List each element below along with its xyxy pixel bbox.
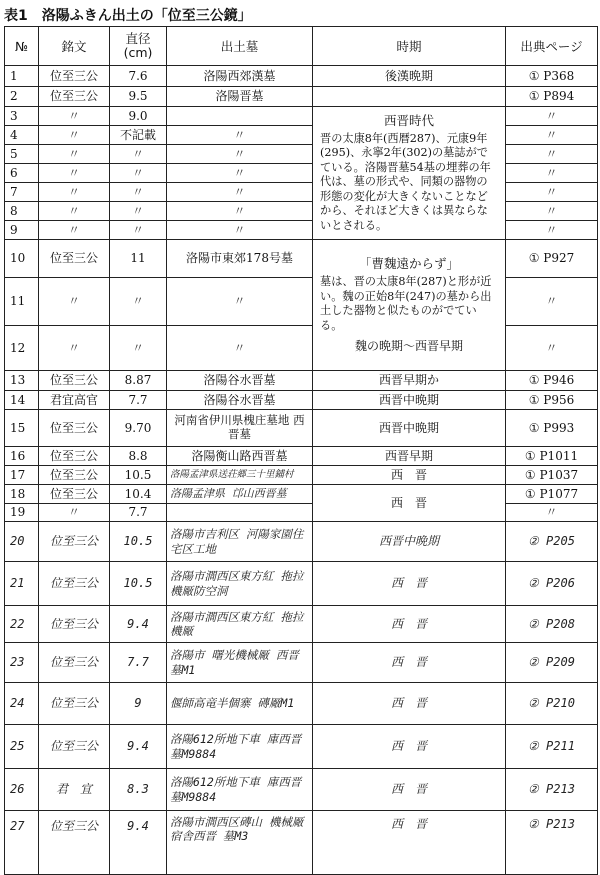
cell-diameter: 9.70 xyxy=(110,410,167,447)
cell-source: 〃 xyxy=(506,183,598,202)
cell-inscription: 〃 xyxy=(39,202,110,221)
cell-inscription: 位至三公 xyxy=(39,562,110,606)
cell-source: 〃 xyxy=(506,278,598,326)
cell-diameter: 9.5 xyxy=(110,87,167,107)
cell-period: 西 晋 xyxy=(313,811,506,875)
cell-no: 27 xyxy=(5,811,39,875)
cell-no: 6 xyxy=(5,164,39,183)
cell-diameter: 11 xyxy=(110,240,167,278)
cell-diameter: 7.7 xyxy=(110,643,167,683)
table-row xyxy=(5,683,598,725)
cell-inscription: 〃 xyxy=(39,145,110,164)
table-row xyxy=(5,504,598,522)
cell-no: 20 xyxy=(5,522,39,562)
cell-no: 12 xyxy=(5,326,39,371)
table-row xyxy=(5,371,598,391)
cell-site: 〃 xyxy=(167,145,313,164)
cell-diameter: 〃 xyxy=(110,326,167,371)
cell-source: 〃 xyxy=(506,164,598,183)
cell-period: 西 晋 xyxy=(313,683,506,725)
cell-no: 7 xyxy=(5,183,39,202)
cell-source: ① P894 xyxy=(506,87,598,107)
cell-site: 〃 xyxy=(167,164,313,183)
cell-diameter: 7.6 xyxy=(110,66,167,87)
cell-source: 〃 xyxy=(506,221,598,240)
table-row xyxy=(5,769,598,811)
cell-period: 西 晋 xyxy=(313,606,506,643)
table-row xyxy=(5,606,598,643)
cell-source: ① P1011 xyxy=(506,447,598,466)
header-site: 出土墓 xyxy=(167,27,313,66)
cell-period-blank xyxy=(313,87,506,107)
mirror-table xyxy=(4,26,598,875)
cell-site: 〃 xyxy=(167,126,313,145)
cell-site: 〃 xyxy=(167,202,313,221)
cell-site: 〃 xyxy=(167,278,313,326)
cell-site: 洛陽西郊漢墓 xyxy=(167,66,313,87)
header-diameter: 直径 (cm) xyxy=(110,27,167,66)
cell-period: 西晋中晩期 xyxy=(313,410,506,447)
cell-source: ① P956 xyxy=(506,391,598,410)
cell-no: 24 xyxy=(5,683,39,725)
table-row xyxy=(5,87,598,107)
cell-inscription: 位至三公 xyxy=(39,240,110,278)
cell-site: 洛陽晋墓 xyxy=(167,87,313,107)
cell-inscription: 〃 xyxy=(39,164,110,183)
table-number: 表1 xyxy=(4,8,28,24)
cell-diameter: 10.5 xyxy=(110,522,167,562)
cell-source: ② P209 xyxy=(506,643,598,683)
table-row xyxy=(5,485,598,504)
table-row xyxy=(5,410,598,447)
cell-inscription: 位至三公 xyxy=(39,410,110,447)
cell-diameter: 9.4 xyxy=(110,725,167,769)
cell-no: 14 xyxy=(5,391,39,410)
table-row xyxy=(5,278,598,326)
table-caption: 洛陽ふきん出土の「位至三公鏡」 xyxy=(41,8,252,24)
period-note-cao-wei xyxy=(313,240,506,371)
table-row xyxy=(5,164,598,183)
cell-no: 16 xyxy=(5,447,39,466)
cell-site: 河南省伊川県槐庄墓地 西晋墓 xyxy=(167,410,313,447)
cell-no: 13 xyxy=(5,371,39,391)
cell-diameter: 〃 xyxy=(110,278,167,326)
cell-no: 26 xyxy=(5,769,39,811)
cell-no: 25 xyxy=(5,725,39,769)
cell-no: 8 xyxy=(5,202,39,221)
cell-site: 洛陽孟津県送荘郷三十里鋪村 xyxy=(167,466,313,485)
cell-diameter: 10.5 xyxy=(110,562,167,606)
cell-diameter: 8.87 xyxy=(110,371,167,391)
cell-site: 洛陽市澗西区東方紅 拖拉機厰防空洞 xyxy=(167,562,313,606)
header-period: 時期 xyxy=(313,27,506,66)
cell-site: 洛陽市 曙光機械厰 西晋墓M1 xyxy=(167,643,313,683)
cell-inscription: 位至三公 xyxy=(39,683,110,725)
cell-no: 4 xyxy=(5,126,39,145)
cell-no: 10 xyxy=(5,240,39,278)
cell-inscription: 〃 xyxy=(39,183,110,202)
cell-site xyxy=(167,504,313,522)
cell-site: 洛陽谷水晋墓 xyxy=(167,371,313,391)
table-row xyxy=(5,202,598,221)
cell-source: ② P205 xyxy=(506,522,598,562)
cell-inscription: 位至三公 xyxy=(39,811,110,875)
table-row xyxy=(5,107,598,126)
table-row xyxy=(5,643,598,683)
cell-no: 1 xyxy=(5,66,39,87)
table-row xyxy=(5,466,598,485)
table-row xyxy=(5,126,598,145)
cell-no: 23 xyxy=(5,643,39,683)
period-note-body: 墓は、晋の太康8年(287)と形が近い。魏の正始8年(247)の墓から出土した器物と似たものがでている。 xyxy=(320,275,492,332)
cell-site: 洛陽谷水晋墓 xyxy=(167,391,313,410)
cell-source: ① P927 xyxy=(506,240,598,278)
cell-inscription: 位至三公 xyxy=(39,643,110,683)
cell-no: 22 xyxy=(5,606,39,643)
cell-period: 西 晋 xyxy=(313,769,506,811)
cell-diameter: 10.5 xyxy=(110,466,167,485)
cell-diameter: 〃 xyxy=(110,164,167,183)
table-row xyxy=(5,391,598,410)
cell-period: 西晋中晩期 xyxy=(313,391,506,410)
cell-site: 〃 xyxy=(167,183,313,202)
cell-site: 洛陽612所地下車 庫西晋墓M9884 xyxy=(167,725,313,769)
header-inscription: 銘文 xyxy=(39,27,110,66)
period-note-footer: 魏の晩期～西晋早期 xyxy=(354,339,463,354)
cell-source: ② P211 xyxy=(506,725,598,769)
cell-site: 〃 xyxy=(167,221,313,240)
cell-no: 11 xyxy=(5,278,39,326)
cell-source: 〃 xyxy=(506,326,598,371)
cell-period: 西晋早期か xyxy=(313,371,506,391)
cell-period: 西晋早期 xyxy=(313,447,506,466)
cell-no: 3 xyxy=(5,107,39,126)
cell-no: 17 xyxy=(5,466,39,485)
cell-inscription: 位至三公 xyxy=(39,87,110,107)
cell-diameter: 9.0 xyxy=(110,107,167,126)
period-note-western-jin xyxy=(313,107,506,240)
cell-inscription: 〃 xyxy=(39,107,110,126)
cell-inscription: 位至三公 xyxy=(39,725,110,769)
cell-diameter: 〃 xyxy=(110,202,167,221)
cell-no: 9 xyxy=(5,221,39,240)
table-row xyxy=(5,145,598,164)
table-row xyxy=(5,562,598,606)
period-note-heading: 「曹魏遠からず」 xyxy=(358,256,459,272)
cell-source: ② P206 xyxy=(506,562,598,606)
table-row xyxy=(5,522,598,562)
cell-no: 2 xyxy=(5,87,39,107)
cell-inscription: 位至三公 xyxy=(39,606,110,643)
table-row xyxy=(5,326,598,371)
cell-source: ① P1037 xyxy=(506,466,598,485)
cell-site: 洛陽衡山路西晋墓 xyxy=(167,447,313,466)
cell-site: 洛陽市澗西区磚山 機械厰宿舎西晋 墓M3 xyxy=(167,811,313,875)
cell-site: 洛陽市吉利区 河陽家園住宅区工地 xyxy=(167,522,313,562)
cell-period: 後漢晩期 xyxy=(313,66,506,87)
cell-period: 西 晋 xyxy=(313,562,506,606)
table-row xyxy=(5,66,598,87)
cell-site: 洛陽市東郊178号墓 xyxy=(167,240,313,278)
cell-no: 18 xyxy=(5,485,39,504)
table-row xyxy=(5,221,598,240)
cell-source: ② P213 xyxy=(506,769,598,811)
cell-inscription: 君宜高官 xyxy=(39,391,110,410)
cell-site: 洛陽市澗西区東方紅 拖拉機厰 xyxy=(167,606,313,643)
cell-site: 洛陽孟津県 邙山西晋墓 xyxy=(167,485,313,504)
header-source: 出典ページ xyxy=(506,27,598,66)
cell-period: 西 晋 xyxy=(313,485,506,522)
table-row xyxy=(5,811,598,875)
cell-no: 19 xyxy=(5,504,39,522)
cell-inscription: 位至三公 xyxy=(39,371,110,391)
cell-no: 21 xyxy=(5,562,39,606)
cell-period: 西 晋 xyxy=(313,466,506,485)
cell-inscription: 〃 xyxy=(39,278,110,326)
cell-no: 5 xyxy=(5,145,39,164)
cell-site: 〃 xyxy=(167,326,313,371)
cell-site: 偃師高竜半個寨 磚厰M1 xyxy=(167,683,313,725)
cell-inscription: 位至三公 xyxy=(39,522,110,562)
header-row xyxy=(5,27,598,66)
cell-source: ② P213 xyxy=(506,811,598,875)
cell-no: 15 xyxy=(5,410,39,447)
cell-inscription: 位至三公 xyxy=(39,485,110,504)
cell-source: 〃 xyxy=(506,107,598,126)
cell-inscription: 〃 xyxy=(39,504,110,522)
cell-diameter: 8.8 xyxy=(110,447,167,466)
cell-inscription: 〃 xyxy=(39,126,110,145)
header-no: № xyxy=(5,27,39,66)
cell-diameter: 〃 xyxy=(110,145,167,164)
cell-site xyxy=(167,107,313,126)
cell-inscription: 位至三公 xyxy=(39,66,110,87)
cell-source: ① P368 xyxy=(506,66,598,87)
cell-inscription: 〃 xyxy=(39,221,110,240)
cell-diameter: 9.4 xyxy=(110,811,167,875)
cell-period: 西 晋 xyxy=(313,643,506,683)
cell-inscription: 位至三公 xyxy=(39,447,110,466)
cell-diameter: 10.4 xyxy=(110,485,167,504)
cell-diameter: 9.4 xyxy=(110,606,167,643)
cell-source: 〃 xyxy=(506,202,598,221)
cell-source: ① P1077 xyxy=(506,485,598,504)
table-row xyxy=(5,240,598,278)
cell-site: 洛陽612所地下車 庫西晋墓M9884 xyxy=(167,769,313,811)
cell-inscription: 君 宜 xyxy=(39,769,110,811)
cell-source: 〃 xyxy=(506,504,598,522)
cell-source: 〃 xyxy=(506,145,598,164)
cell-period: 西晋中晩期 xyxy=(313,522,506,562)
cell-source: ① P946 xyxy=(506,371,598,391)
table-row xyxy=(5,183,598,202)
cell-period: 西 晋 xyxy=(313,725,506,769)
cell-inscription: 位至三公 xyxy=(39,466,110,485)
cell-diameter: 7.7 xyxy=(110,504,167,522)
period-note-heading: 西晋時代 xyxy=(383,112,434,128)
table-row xyxy=(5,725,598,769)
cell-diameter: 不記載 xyxy=(110,126,167,145)
cell-diameter: 9 xyxy=(110,683,167,725)
cell-source: 〃 xyxy=(506,126,598,145)
cell-diameter: 7.7 xyxy=(110,391,167,410)
cell-diameter: 8.3 xyxy=(110,769,167,811)
cell-source: ② P208 xyxy=(506,606,598,643)
cell-diameter: 〃 xyxy=(110,221,167,240)
cell-inscription: 〃 xyxy=(39,326,110,371)
cell-diameter: 〃 xyxy=(110,183,167,202)
cell-source: ① P993 xyxy=(506,410,598,447)
cell-source: ② P210 xyxy=(506,683,598,725)
table-row xyxy=(5,447,598,466)
table-title xyxy=(4,5,252,25)
period-note-body: 晋の太康8年(西暦287)、元康9年(295)、永寧2年(302)の墓誌がでている。洛陽晋墓54基の埋葬の年代は、墓の形式や、同類の器物の形態の変化が大きくないことなどから、それほど大きくは異ならないとされる。 xyxy=(320,131,491,232)
